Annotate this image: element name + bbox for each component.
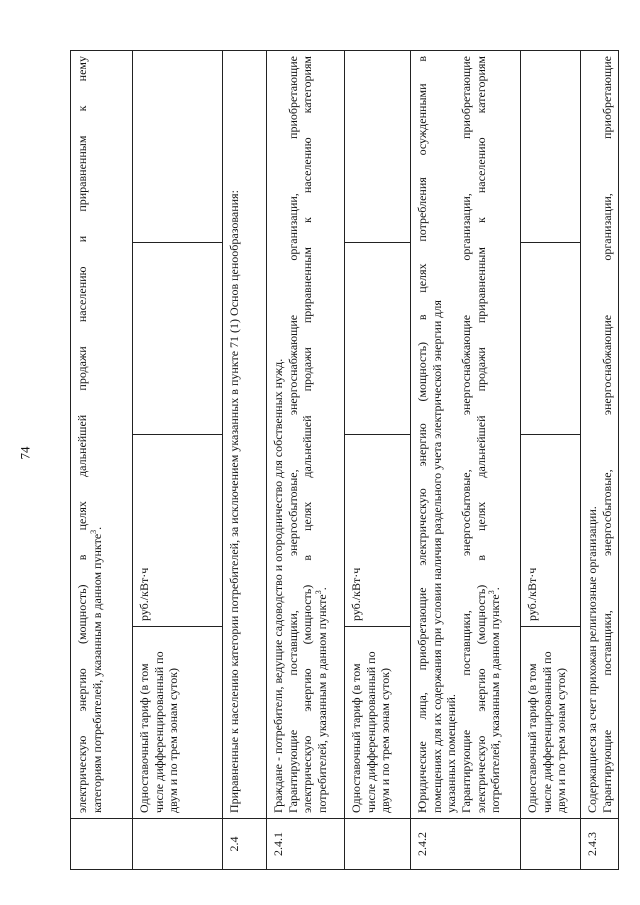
footnote-marker: 3: [487, 590, 497, 595]
text-line: Содержащиеся за счет прихожан религиозные организации.: [585, 506, 599, 813]
row-description: Приравненные к населению категории потребителей, за исключением указанных в пункте 71 (1) Основ ценообразования:: [223, 51, 267, 819]
footnote-marker: 3: [88, 529, 98, 534]
tariff-name: Одноставочный тариф (в том числе дифференцированный по двум и по трем зонам суток): [521, 627, 581, 819]
rotated-table-wrapper: [70, 50, 614, 870]
text-line: Юридические лица, приобретающие электрическую энергию (мощность) в целях потребления осужденными в: [415, 56, 429, 813]
text-line: Гарантирующие поставщики, энергосбытовые, энергоснабжающие организации, приобретающие: [599, 56, 614, 813]
table-row: [345, 51, 411, 870]
tariff-value: [133, 51, 223, 243]
tariff-value: [345, 243, 411, 435]
text-line: помещениях для их содержания при условии наличия раздельного учета электрической энергии для: [429, 300, 444, 813]
tariff-value: [345, 51, 411, 243]
text-line: Граждане - потребители, ведущие садоводство и огородничество для собственных нужд.: [271, 358, 285, 813]
tariff-unit: руб./кВт·ч: [521, 435, 581, 627]
row-number: 2.4: [223, 819, 267, 870]
row-description: [581, 51, 619, 819]
table-row: [581, 51, 619, 870]
text-line: указанных помещений.: [444, 694, 459, 813]
tariff-unit: руб./кВт·ч: [133, 435, 223, 627]
table-row: [521, 51, 581, 870]
page-number-text: 74: [17, 446, 32, 459]
tariff-name: Одноставочный тариф (в том числе дифференцированный по двум и по трем зонам суток): [345, 627, 411, 819]
row-number: 2.4.2: [411, 819, 521, 870]
tariff-unit: руб./кВт·ч: [345, 435, 411, 627]
text-end: .: [314, 587, 329, 591]
row-number: [521, 819, 581, 870]
table-row: [223, 51, 267, 870]
text-line: Гарантирующие поставщики, энергосбытовые, энергоснабжающие организации, приобретающие: [458, 56, 473, 813]
row-description: [411, 51, 521, 819]
text-line: категориям потребителей, указанным в данном пункте: [89, 533, 104, 813]
footnote-marker: 3: [313, 590, 323, 595]
text-line: электрическую энергию (мощность) в целях дальнейшей продажи населению и приравненным к нему: [75, 56, 89, 813]
tariff-value: [521, 243, 581, 435]
text-line: потребителей, указанным в данном пункте: [488, 594, 503, 813]
row-description: [71, 51, 133, 819]
tariff-table: [70, 50, 619, 870]
text-end: .: [488, 587, 503, 591]
text-line: Гарантирующие поставщики, энергосбытовые, энергоснабжающие организации, приобретающие: [285, 56, 300, 813]
tariff-value: [521, 51, 581, 243]
text-end: .: [89, 526, 104, 530]
tariff-name: Одноставочный тариф (в том числе дифференцированный по двум и по трем зонам суток): [133, 627, 223, 819]
row-description: [267, 51, 345, 819]
tariff-value: [133, 243, 223, 435]
table-row: [267, 51, 345, 870]
text-line: электрическую энергию (мощность) в целях дальнейшей продажи приравненным к населению категориям: [473, 56, 488, 813]
row-number: 2.4.3: [581, 819, 619, 870]
row-number: [71, 819, 133, 870]
table-row: [133, 51, 223, 870]
text-line: электрическую энергию (мощность) в целях дальнейшей продажи приравненным к населению категориям: [300, 56, 315, 813]
row-number: [133, 819, 223, 870]
table-row: [411, 51, 521, 870]
table-row: [71, 51, 133, 870]
page-number: [0, 0, 50, 905]
text-line: потребителей, указанным в данном пункте: [314, 594, 329, 813]
row-number: [345, 819, 411, 870]
row-number: 2.4.1: [267, 819, 345, 870]
